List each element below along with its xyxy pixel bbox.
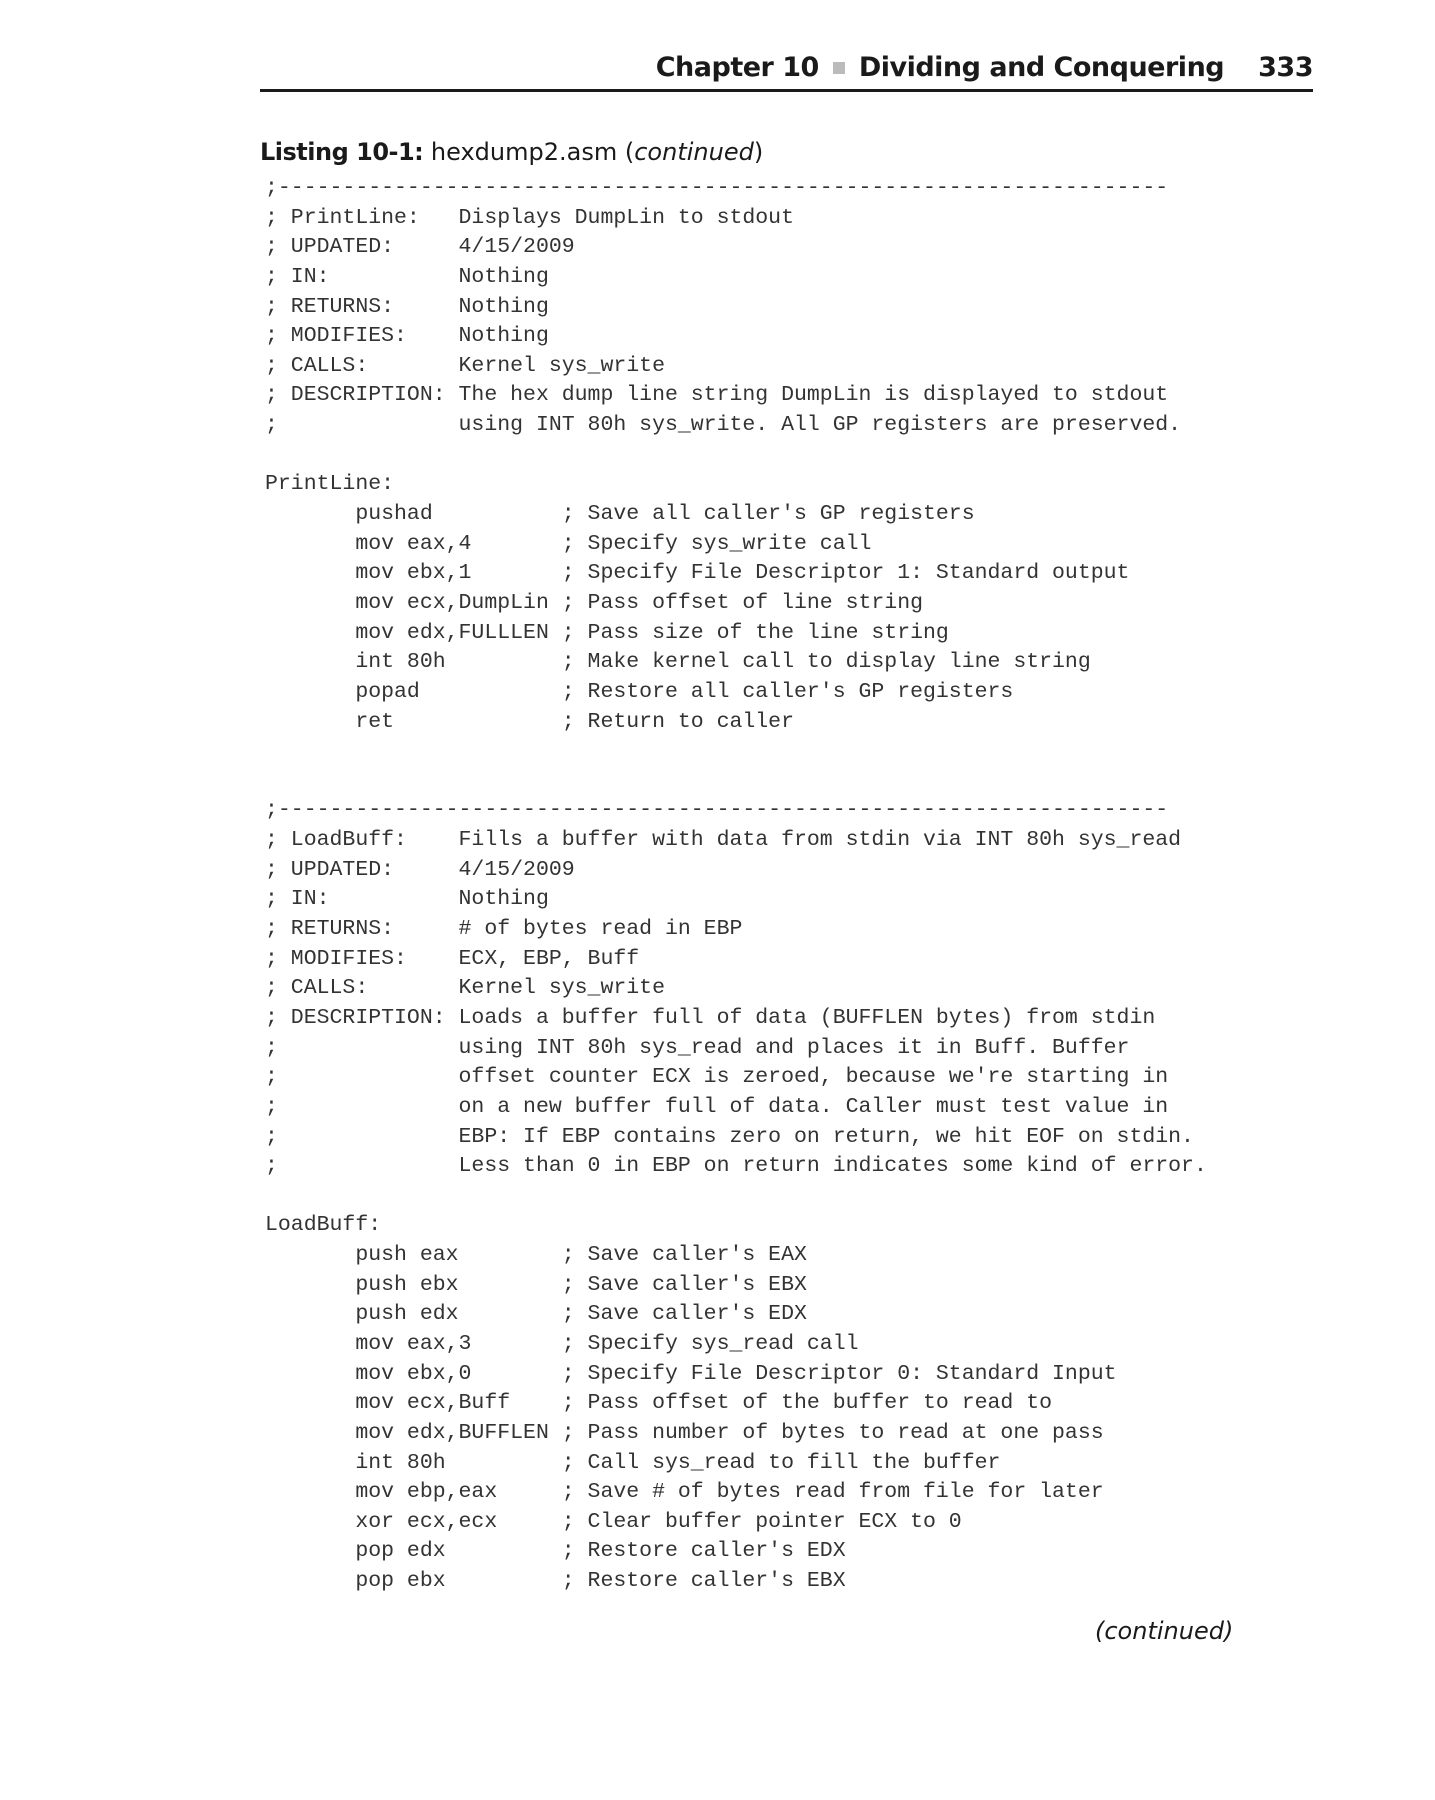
chapter-title: Dividing and Conquering bbox=[858, 52, 1225, 83]
code-line bbox=[265, 737, 1207, 767]
code-line: mov edx,BUFFLEN ; Pass number of bytes to read at one pass bbox=[265, 1420, 1104, 1445]
running-header bbox=[260, 52, 1313, 92]
code-line: mov ebx,0 ; Specify File Descriptor 0: Standard Input bbox=[265, 1361, 1117, 1386]
code-line bbox=[265, 767, 1207, 797]
code-line: ; UPDATED: 4/15/2009 bbox=[265, 857, 575, 882]
code-line: push edx ; Save caller's EDX bbox=[265, 1302, 807, 1327]
code-line: mov ebp,eax ; Save # of bytes read from file for later bbox=[265, 1480, 1104, 1505]
code-line: mov ebx,1 ; Specify File Descriptor 1: Standard output bbox=[265, 561, 1130, 586]
listing-filename: hexdump2.asm bbox=[430, 138, 618, 166]
code-line: ; PrintLine: Displays DumpLin to stdout bbox=[265, 205, 794, 230]
code-line: ; CALLS: Kernel sys_write bbox=[265, 976, 665, 1001]
code-line: ; using INT 80h sys_write. All GP registers are preserved. bbox=[265, 413, 1182, 438]
square-bullet-icon bbox=[833, 62, 845, 74]
code-line: popad ; Restore all caller's GP registers bbox=[265, 679, 1014, 704]
code-line: mov eax,3 ; Specify sys_read call bbox=[265, 1331, 859, 1356]
code-line: mov eax,4 ; Specify sys_write call bbox=[265, 531, 872, 556]
code-line: ; UPDATED: 4/15/2009 bbox=[265, 235, 575, 260]
page-number: 333 bbox=[1258, 52, 1313, 83]
code-line: ; offset counter ECX is zeroed, because we're starting in bbox=[265, 1065, 1169, 1090]
code-line: ; RETURNS: # of bytes read in EBP bbox=[265, 917, 743, 942]
code-line: LoadBuff: bbox=[265, 1213, 382, 1238]
code-line: mov ecx,Buff ; Pass offset of the buffer to read to bbox=[265, 1391, 1053, 1416]
code-line: ; DESCRIPTION: The hex dump line string DumpLin is displayed to stdout bbox=[265, 383, 1169, 408]
code-line: mov ecx,DumpLin ; Pass offset of line string bbox=[265, 590, 924, 615]
code-line: ret ; Return to caller bbox=[265, 709, 794, 734]
code-line: ; CALLS: Kernel sys_write bbox=[265, 353, 665, 378]
code-line: ; LoadBuff: Fills a buffer with data from stdin via INT 80h sys_read bbox=[265, 828, 1182, 853]
code-listing bbox=[265, 174, 1207, 1597]
code-line: ; Less than 0 in EBP on return indicates some kind of error. bbox=[265, 1154, 1207, 1179]
code-line: ; MODIFIES: Nothing bbox=[265, 324, 549, 349]
code-line bbox=[265, 441, 1207, 471]
continued-note: (continued) bbox=[1095, 1617, 1234, 1645]
listing-caption: Listing 10-1: hexdump2.asm (continued) bbox=[260, 138, 764, 166]
code-line: ; using INT 80h sys_read and places it in Buff. Buffer bbox=[265, 1035, 1130, 1060]
code-line: mov edx,FULLLEN ; Pass size of the line string bbox=[265, 620, 949, 645]
code-line: ;--------------------------------------------------------------------- bbox=[265, 176, 1169, 200]
code-line: ; DESCRIPTION: Loads a buffer full of data (BUFFLEN bytes) from stdin bbox=[265, 1005, 1156, 1030]
code-line: ; RETURNS: Nothing bbox=[265, 294, 549, 319]
code-line: ; on a new buffer full of data. Caller must test value in bbox=[265, 1094, 1169, 1119]
code-line: int 80h ; Call sys_read to fill the buffer bbox=[265, 1450, 1001, 1475]
code-line: pop edx ; Restore caller's EDX bbox=[265, 1539, 846, 1564]
code-line: push eax ; Save caller's EAX bbox=[265, 1243, 807, 1268]
code-line: int 80h ; Make kernel call to display line string bbox=[265, 650, 1091, 675]
code-line: ; IN: Nothing bbox=[265, 887, 549, 912]
code-line: ;--------------------------------------------------------------------- bbox=[265, 798, 1169, 823]
code-line: push ebx ; Save caller's EBX bbox=[265, 1272, 807, 1297]
code-line: pushad ; Save all caller's GP registers bbox=[265, 502, 975, 527]
code-line: pop ebx ; Restore caller's EBX bbox=[265, 1569, 846, 1594]
listing-note: continued bbox=[634, 138, 754, 166]
code-line: PrintLine: bbox=[265, 472, 395, 497]
listing-label: Listing 10-1: bbox=[260, 138, 424, 166]
code-line bbox=[265, 1182, 1207, 1212]
code-line: ; MODIFIES: ECX, EBP, Buff bbox=[265, 946, 640, 971]
chapter-label: Chapter 10 bbox=[655, 52, 819, 83]
code-line: ; IN: Nothing bbox=[265, 264, 549, 289]
code-line: xor ecx,ecx ; Clear buffer pointer ECX to 0 bbox=[265, 1509, 962, 1534]
code-line: ; EBP: If EBP contains zero on return, we hit EOF on stdin. bbox=[265, 1124, 1194, 1149]
